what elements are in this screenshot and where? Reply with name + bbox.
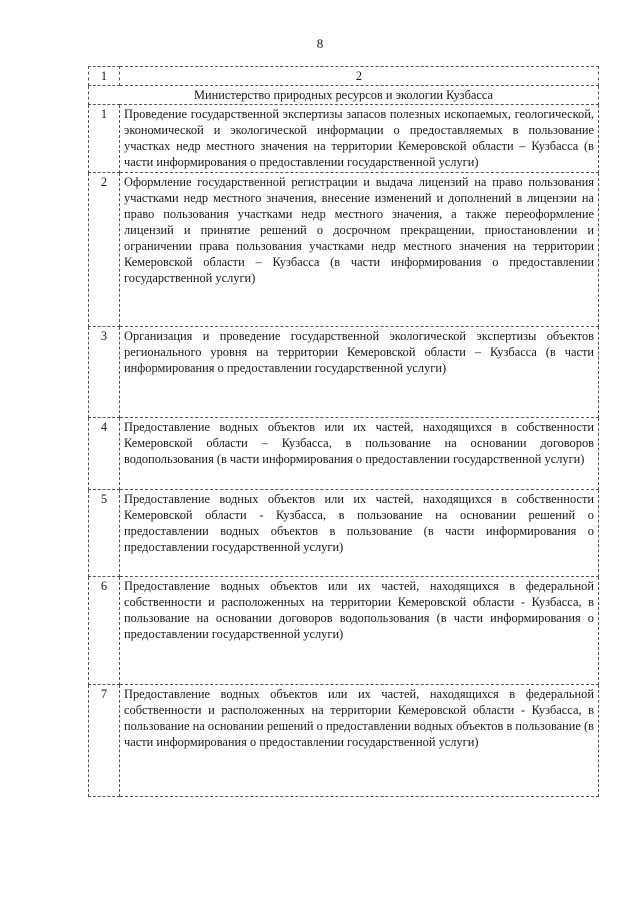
services-table (88, 66, 599, 797)
row-number: 7 (89, 685, 120, 797)
row-number: 4 (89, 418, 120, 490)
table-row (89, 327, 599, 418)
row-text: Оформление государственной регистрации и выдача лицензий на право пользования участками недр местного значения, внесение изменений и дополнений в лицензии на право пользования участками недр местного значения, а также переоформление лицензий и принятие решений о досрочном прекращении, приостановлении и ограничении права пользования участками недр местного значения на территории Кемеровской области – Кузбасса (в части информирования о предоставлении государственной услуги) (120, 173, 599, 327)
row-number: 1 (89, 105, 120, 173)
header-col-text: 2 (120, 67, 599, 86)
row-text: Предоставление водных объектов или их частей, находящихся в федеральной собственности и расположенных на территории Кемеровской области - Кузбасса, в пользование на основании договоров водопользования (в части информирования о предоставлении государственной услуги) (120, 577, 599, 685)
page-number: 8 (316, 36, 324, 51)
table-header-row (89, 67, 599, 86)
table-row (89, 418, 599, 490)
row-number: 3 (89, 327, 120, 418)
table-row (89, 685, 599, 797)
row-number: 2 (89, 173, 120, 327)
table-row (89, 173, 599, 327)
table-row (89, 577, 599, 685)
header-col-number: 1 (89, 67, 120, 86)
row-number: 6 (89, 577, 120, 685)
row-text: Предоставление водных объектов или их частей, находящихся в федеральной собственности и расположенных на территории Кемеровской области - Кузбасса, в пользование на основании решений о предоставлении водных объектов в пользование (в части информирования о предоставлении государственной услуги) (120, 685, 599, 797)
table-row (89, 490, 599, 577)
table-row (89, 105, 599, 173)
row-number: 5 (89, 490, 120, 577)
row-text: Организация и проведение государственной экологической экспертизы объектов регионального уровня на территории Кемеровской области – Кузбасса (в части информирования о предоставлении государственной услуги) (120, 327, 599, 418)
row-text: Проведение государственной экспертизы запасов полезных ископаемых, геологической, экономической и экологической информации о предоставляемых в пользование участках недр местного значения на территории Кемеровской области – Кузбасса (в части информирования о предоставлении государственной услуги) (120, 105, 599, 173)
row-text: Предоставление водных объектов или их частей, находящихся в собственности Кемеровской области – Кузбасса, в пользование на основании договоров водопользования (в части информирования о предоставлении государственной услуги) (120, 418, 599, 490)
row-text: Предоставление водных объектов или их частей, находящихся в собственности Кемеровской области - Кузбасса, в пользование на основании решений о предоставлении водных объектов в пользование (в части информирования о предоставлении государственной услуги) (120, 490, 599, 577)
section-row (89, 86, 599, 105)
section-title: Министерство природных ресурсов и экологии Кузбасса (89, 86, 599, 105)
